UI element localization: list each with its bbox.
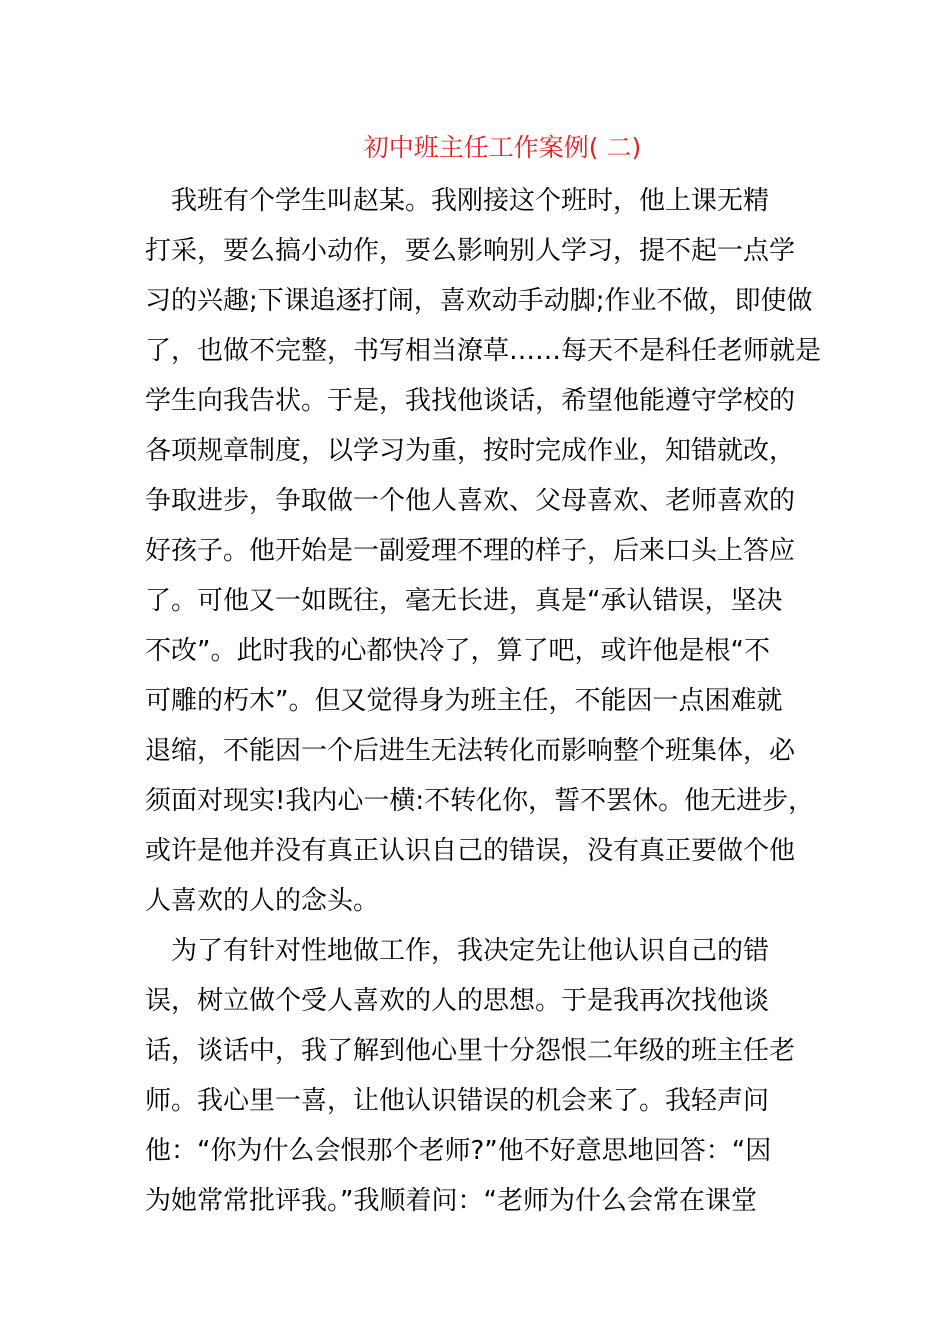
text-line: 打采，要么搞小动作，要么影响别人学习，提不起一点学: [145, 236, 796, 266]
text-line: 争取进步，争取做一个他人喜欢、父母喜欢、老师喜欢的: [145, 486, 796, 516]
text-line: 学生向我告状。于是，我找他谈话，希望他能遵守学校的: [145, 386, 796, 416]
text-line: 误，树立做个受人喜欢的人的思想。于是我再次找他谈: [145, 986, 770, 1016]
text-line: 为她常常批评我。”我顺着问：“老师为什么会常在课堂: [145, 1186, 757, 1216]
text-line: 师。我心里一喜，让他认识错误的机会来了。我轻声问: [145, 1086, 770, 1116]
text-line: 为了有针对性地做工作，我决定先让他认识自己的错: [145, 936, 770, 966]
text-line: 他：“你为什么会恨那个老师?”他不好意思地回答：“因: [145, 1136, 772, 1166]
text-line: 人喜欢的人的念头。: [145, 886, 380, 916]
text-line: 话，谈话中，我了解到他心里十分怨恨二年级的班主任老: [145, 1036, 796, 1066]
text-line: 须面对现实!我内心一横:不转化你，誓不罢休。他无进步，: [145, 786, 815, 816]
text-line: 或许是他并没有真正认识自己的错误，没有真正要做个他: [145, 836, 796, 866]
text-line: 好孩子。他开始是一副爱理不理的样子，后来口头上答应: [145, 536, 796, 566]
text-line: 可雕的朽木”。但又觉得身为班主任，不能因一点困难就: [145, 686, 783, 716]
text-line: 退缩，不能因一个后进生无法转化而影响整个班集体，必: [145, 736, 796, 766]
text-line: 不改”。此时我的心都快冷了，算了吧，或许他是根“不: [145, 636, 770, 666]
text-line: 习的兴趣;下课追逐打闹，喜欢动手动脚;作业不做，即使做: [145, 286, 813, 316]
text-line: 了，也做不完整，书写相当潦草……每天不是科任老师就是: [145, 336, 822, 366]
text-line: 了。可他又一如既往，毫无长进，真是“承认错误，坚决: [145, 586, 783, 616]
document-title: 初中班主任工作案例( 二): [363, 133, 642, 162]
text-line: 我班有个学生叫赵某。我刚接这个班时，他上课无精: [145, 186, 770, 216]
text-line: 各项规章制度，以学习为重，按时完成作业，知错就改，: [145, 436, 796, 466]
